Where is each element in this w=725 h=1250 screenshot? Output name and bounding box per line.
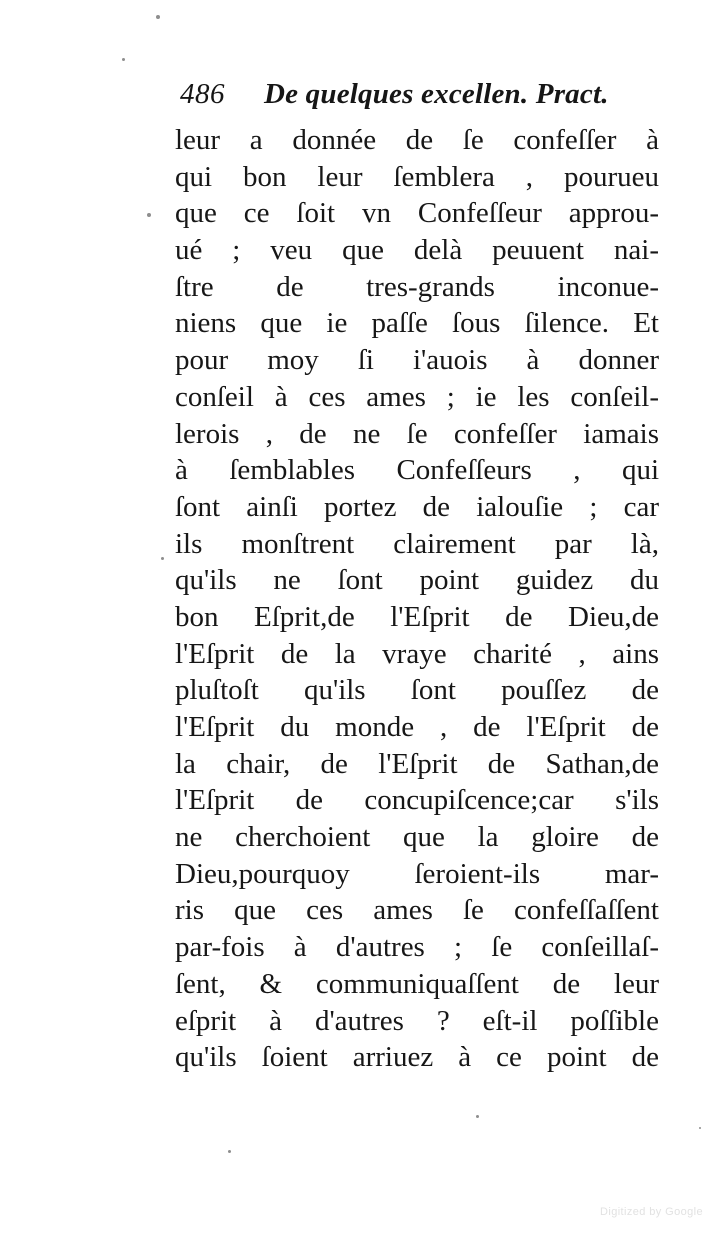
text-line: ſtre de tres-grands inconue- (175, 270, 659, 303)
text-line: bon Eſprit,de l'Eſprit de Dieu,de (175, 600, 659, 633)
text-line: ris que ces ames ſe confeſſaſſent (175, 894, 659, 927)
text-line: niens que ie paſſe ſous ſilence. Et (175, 307, 659, 340)
paper-speck (228, 1150, 231, 1153)
text-line: leur a donnée de ſe confeſſer à (175, 124, 659, 156)
paper-speck (699, 1127, 701, 1129)
text-line: eſprit à d'autres ? eſt-il poſſible (175, 1004, 659, 1037)
text-line: pluſtoſt qu'ils ſont pouſſez de (175, 674, 659, 707)
text-line: à ſemblables Confeſſeurs , qui (175, 454, 659, 487)
paper-speck (147, 213, 151, 217)
running-title: De quelques excellen. Pract. (264, 78, 609, 110)
text-line: lerois , de ne ſe confeſſer iamais (175, 417, 659, 450)
text-line: Dieu,pourquoy ſeroient-ils mar- (175, 857, 659, 890)
text-line: la chair, de l'Eſprit de Sathan,de (175, 747, 659, 780)
text-line: pour moy ſi i'auois à donner (175, 344, 659, 377)
text-line: qu'ils ſoient arriuez à ce point de (175, 1041, 659, 1074)
text-line: l'Eſprit du monde , de l'Eſprit de (175, 711, 659, 743)
text-line: que ce ſoit vn Confeſſeur approu- (175, 197, 659, 230)
text-line: par-fois à d'autres ; ſe conſeillaſ- (175, 931, 659, 964)
page-header (172, 78, 642, 122)
text-line: ne cherchoient que la gloire de (175, 821, 659, 854)
paper-speck (122, 58, 125, 61)
paper-speck (476, 1115, 479, 1118)
text-line: conſeil à ces ames ; ie les conſeil- (175, 380, 659, 413)
watermark: Digitized by Google (600, 1206, 703, 1218)
text-line: ſont ainſi portez de ialouſie ; car (175, 490, 659, 523)
text-line: l'Eſprit de la vraye charité , ains (175, 637, 659, 670)
text-line: l'Eſprit de concupiſcence;car s'ils (175, 784, 659, 817)
text-line: qu'ils ne ſont point guidez du (175, 564, 659, 597)
text-line: ils monſtrent clairement par là, (175, 527, 659, 560)
text-line: qui bon leur ſemblera , pourueu (175, 160, 659, 193)
paper-speck (156, 15, 160, 19)
text-line: ſent, & communiquaſſent de leur (175, 967, 659, 1000)
paper-speck (161, 557, 164, 560)
page-number: 486 (180, 78, 225, 110)
body-text (175, 122, 659, 1076)
text-line: ué ; veu que delà peuuent nai- (175, 234, 659, 267)
